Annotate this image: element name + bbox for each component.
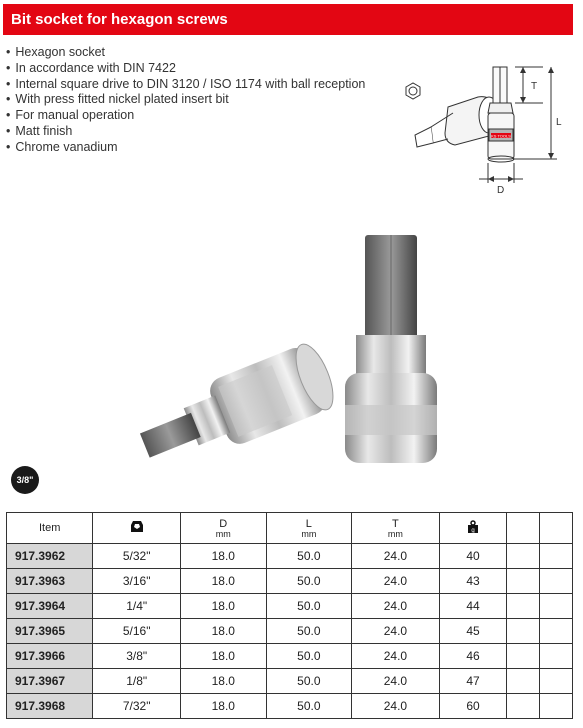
cell-l: 50.0	[266, 619, 352, 644]
header-d-unit: mm	[215, 528, 231, 539]
header-d-label: D	[219, 517, 228, 530]
header-size	[93, 513, 181, 544]
cell-t: 24.0	[352, 619, 440, 644]
table-header-row	[7, 513, 573, 544]
cell-t: 24.0	[352, 644, 440, 669]
header-t-unit: mm	[387, 528, 403, 539]
cell-t: 24.0	[352, 669, 440, 694]
cell-size: 5/32"	[93, 544, 181, 569]
cell-blank	[539, 569, 572, 594]
item-number: 917.3967	[7, 669, 93, 694]
cell-l: 50.0	[266, 544, 352, 569]
cell-blank	[507, 594, 539, 619]
header-l	[266, 513, 352, 544]
dim-d-label: D	[497, 185, 505, 196]
drive-size-badge: 3/8"	[11, 466, 39, 494]
cell-l: 50.0	[266, 694, 352, 719]
table-row	[7, 619, 573, 644]
item-number: 917.3963	[7, 569, 93, 594]
cell-blank	[507, 569, 539, 594]
cell-t: 24.0	[352, 694, 440, 719]
cell-size: 1/4"	[93, 594, 181, 619]
cell-blank	[539, 619, 572, 644]
table-row	[7, 694, 573, 719]
cell-size: 3/8"	[93, 644, 181, 669]
product-photo	[120, 225, 460, 480]
cell-d: 18.0	[180, 694, 266, 719]
page-title: Bit socket for hexagon screws	[11, 11, 228, 28]
cell-size: 1/8"	[93, 669, 181, 694]
feature-item: • In accordance with DIN 7422	[6, 61, 365, 77]
socket-front	[345, 235, 437, 463]
cell-d: 18.0	[180, 619, 266, 644]
cell-l: 50.0	[266, 644, 352, 669]
cell-weight: 47	[439, 669, 507, 694]
feature-item: • Internal square drive to DIN 3120 / ISO 1174 with ball reception	[6, 77, 365, 93]
feature-item: • Hexagon socket	[6, 45, 365, 61]
cell-blank	[539, 644, 572, 669]
cell-blank	[507, 694, 539, 719]
header-t-label: T	[392, 517, 399, 530]
weight-icon	[466, 520, 480, 534]
dim-l-label: L	[556, 117, 562, 128]
dim-t-label: T	[531, 81, 538, 92]
cell-l: 50.0	[266, 669, 352, 694]
table-row	[7, 544, 573, 569]
cell-weight: 43	[439, 569, 507, 594]
cell-blank	[507, 644, 539, 669]
feature-list	[6, 45, 365, 156]
brand-label: KS TOOLS	[491, 133, 511, 139]
svg-text:g: g	[471, 527, 475, 534]
header-item: Item	[7, 513, 93, 544]
cell-weight: 44	[439, 594, 507, 619]
table-row	[7, 594, 573, 619]
cell-t: 24.0	[352, 544, 440, 569]
hex-bit-size-icon	[130, 520, 144, 534]
feature-item: • For manual operation	[6, 108, 365, 124]
cell-blank	[507, 619, 539, 644]
cell-l: 50.0	[266, 569, 352, 594]
cell-weight: 60	[439, 694, 507, 719]
cell-weight: 46	[439, 644, 507, 669]
cell-d: 18.0	[180, 569, 266, 594]
table-row	[7, 569, 573, 594]
item-number: 917.3966	[7, 644, 93, 669]
title-bar	[3, 4, 573, 35]
header-l-unit: mm	[301, 528, 317, 539]
spec-table	[6, 512, 573, 719]
cell-weight: 45	[439, 619, 507, 644]
item-number: 917.3968	[7, 694, 93, 719]
cell-d: 18.0	[180, 669, 266, 694]
feature-item: • Matt finish	[6, 124, 365, 140]
feature-item: • Chrome vanadium	[6, 140, 365, 156]
technical-drawing	[393, 55, 568, 200]
item-number: 917.3965	[7, 619, 93, 644]
cell-d: 18.0	[180, 544, 266, 569]
cell-blank	[539, 669, 572, 694]
item-number: 917.3964	[7, 594, 93, 619]
item-number: 917.3962	[7, 544, 93, 569]
socket-back	[132, 339, 341, 478]
cell-t: 24.0	[352, 569, 440, 594]
table-row	[7, 644, 573, 669]
cell-blank	[507, 544, 539, 569]
cell-blank	[507, 669, 539, 694]
cell-l: 50.0	[266, 594, 352, 619]
header-weight	[439, 513, 507, 544]
cell-weight: 40	[439, 544, 507, 569]
cell-t: 24.0	[352, 594, 440, 619]
cell-blank	[539, 594, 572, 619]
table-row	[7, 669, 573, 694]
header-t	[352, 513, 440, 544]
cell-size: 5/16"	[93, 619, 181, 644]
header-blank	[507, 513, 539, 544]
header-l-label: L	[305, 517, 312, 530]
cell-size: 3/16"	[93, 569, 181, 594]
header-d	[180, 513, 266, 544]
feature-item: • With press fitted nickel plated insert bit	[6, 92, 365, 108]
cell-blank	[539, 544, 572, 569]
hex-profile-icon	[406, 83, 420, 99]
cell-size: 7/32"	[93, 694, 181, 719]
cell-blank	[539, 694, 572, 719]
cell-d: 18.0	[180, 644, 266, 669]
header-blank	[539, 513, 572, 544]
cell-d: 18.0	[180, 594, 266, 619]
